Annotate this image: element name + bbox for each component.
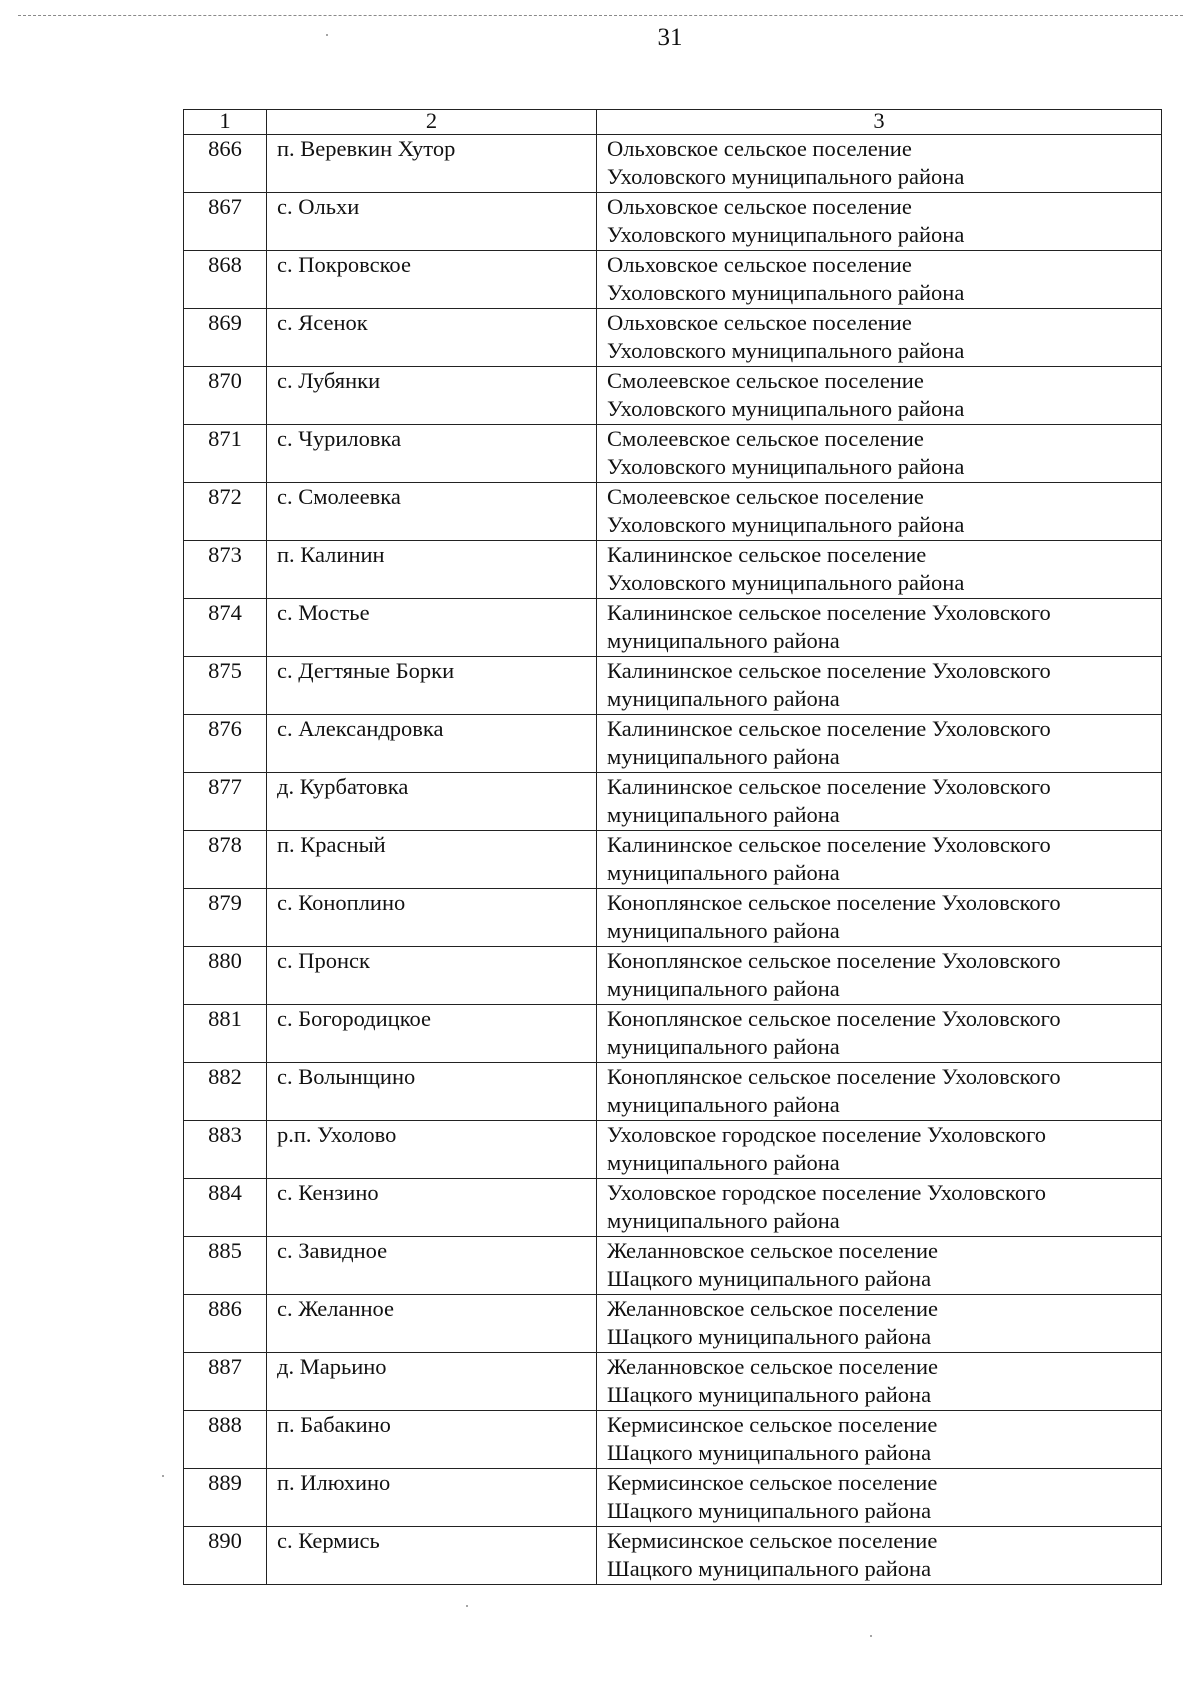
table-row — [184, 425, 1162, 483]
municipality-cell: Калининское сельское поселение Ухоловского муниципального района — [597, 657, 1162, 715]
page-number: 31 — [657, 24, 683, 51]
settlements-table — [183, 109, 1162, 1585]
scan-speck — [466, 1605, 468, 1607]
table-row — [184, 1121, 1162, 1179]
municipality-cell: Коноплянское сельское поселение Ухоловского муниципального района — [597, 1005, 1162, 1063]
table-row — [184, 1527, 1162, 1585]
table-row — [184, 599, 1162, 657]
row-number-cell: 886 — [184, 1295, 267, 1353]
table-row — [184, 1295, 1162, 1353]
row-number-cell: 871 — [184, 425, 267, 483]
scan-edge-line — [18, 15, 1183, 16]
row-number-cell: 885 — [184, 1237, 267, 1295]
settlement-name-cell: с. Желанное — [267, 1295, 597, 1353]
municipality-cell: Калининское сельское поселение Ухоловского муниципального района — [597, 831, 1162, 889]
settlement-name-cell: п. Красный — [267, 831, 597, 889]
municipality-cell: Кермисинское сельское поселение Шацкого муниципального района — [597, 1527, 1162, 1585]
row-number-cell: 876 — [184, 715, 267, 773]
municipality-cell: Ольховское сельское поселение Ухоловского муниципального района — [597, 135, 1162, 193]
municipality-cell: Коноплянское сельское поселение Ухоловского муниципального района — [597, 889, 1162, 947]
table-row — [184, 947, 1162, 1005]
table-row — [184, 541, 1162, 599]
settlement-name-cell: д. Марьино — [267, 1353, 597, 1411]
settlement-name-cell: п. Веревкин Хутор — [267, 135, 597, 193]
settlement-name-cell: с. Смолеевка — [267, 483, 597, 541]
table-row — [184, 1411, 1162, 1469]
scan-speck — [870, 1635, 872, 1637]
municipality-cell: Кермисинское сельское поселение Шацкого муниципального района — [597, 1469, 1162, 1527]
table-row — [184, 193, 1162, 251]
settlement-name-cell: с. Лубянки — [267, 367, 597, 425]
row-number-cell: 879 — [184, 889, 267, 947]
settlement-name-cell: с. Кермись — [267, 1527, 597, 1585]
municipality-cell: Смолеевское сельское поселение Ухоловского муниципального района — [597, 483, 1162, 541]
municipality-cell: Коноплянское сельское поселение Ухоловского муниципального района — [597, 1063, 1162, 1121]
row-number-cell: 869 — [184, 309, 267, 367]
settlement-name-cell: п. Калинин — [267, 541, 597, 599]
table-row — [184, 1005, 1162, 1063]
settlement-name-cell: с. Ясенок — [267, 309, 597, 367]
table-header-row — [184, 110, 1162, 135]
settlement-name-cell: п. Илюхино — [267, 1469, 597, 1527]
settlement-name-cell: с. Дегтяные Борки — [267, 657, 597, 715]
row-number-cell: 889 — [184, 1469, 267, 1527]
municipality-cell: Смолеевское сельское поселение Ухоловского муниципального района — [597, 425, 1162, 483]
settlement-name-cell: с. Пронск — [267, 947, 597, 1005]
settlement-name-cell: с. Мостье — [267, 599, 597, 657]
settlement-name-cell: с. Волынщино — [267, 1063, 597, 1121]
settlement-name-cell: с. Александровка — [267, 715, 597, 773]
table-row — [184, 831, 1162, 889]
municipality-cell: Желанновское сельское поселение Шацкого муниципального района — [597, 1353, 1162, 1411]
row-number-cell: 882 — [184, 1063, 267, 1121]
table-row — [184, 1179, 1162, 1237]
row-number-cell: 866 — [184, 135, 267, 193]
settlement-name-cell: с. Коноплино — [267, 889, 597, 947]
row-number-cell: 877 — [184, 773, 267, 831]
settlement-name-cell: с. Чуриловка — [267, 425, 597, 483]
municipality-cell: Калининское сельское поселение Ухоловского муниципального района — [597, 541, 1162, 599]
settlement-name-cell: с. Богородицкое — [267, 1005, 597, 1063]
municipality-cell: Желанновское сельское поселение Шацкого муниципального района — [597, 1237, 1162, 1295]
column-header-municipality: 3 — [597, 110, 1162, 135]
table-row — [184, 251, 1162, 309]
table-row — [184, 135, 1162, 193]
row-number-cell: 884 — [184, 1179, 267, 1237]
table-row — [184, 367, 1162, 425]
settlement-name-cell: с. Кензино — [267, 1179, 597, 1237]
table-row — [184, 1353, 1162, 1411]
municipality-cell: Коноплянское сельское поселение Ухоловского муниципального района — [597, 947, 1162, 1005]
table-row — [184, 715, 1162, 773]
settlement-name-cell: с. Ольхи — [267, 193, 597, 251]
row-number-cell: 874 — [184, 599, 267, 657]
row-number-cell: 872 — [184, 483, 267, 541]
row-number-cell: 875 — [184, 657, 267, 715]
column-header-number: 1 — [184, 110, 267, 135]
row-number-cell: 870 — [184, 367, 267, 425]
row-number-cell: 883 — [184, 1121, 267, 1179]
municipality-cell: Смолеевское сельское поселение Ухоловского муниципального района — [597, 367, 1162, 425]
municipality-cell: Ольховское сельское поселение Ухоловского муниципального района — [597, 309, 1162, 367]
settlement-name-cell: с. Покровское — [267, 251, 597, 309]
table-row — [184, 1237, 1162, 1295]
settlement-name-cell: с. Завидное — [267, 1237, 597, 1295]
municipality-cell: Желанновское сельское поселение Шацкого муниципального района — [597, 1295, 1162, 1353]
row-number-cell: 867 — [184, 193, 267, 251]
settlement-name-cell: р.п. Ухолово — [267, 1121, 597, 1179]
row-number-cell: 890 — [184, 1527, 267, 1585]
municipality-cell: Калининское сельское поселение Ухоловского муниципального района — [597, 715, 1162, 773]
table-row — [184, 1469, 1162, 1527]
municipality-cell: Ухоловское городское поселение Ухоловского муниципального района — [597, 1121, 1162, 1179]
table-row — [184, 309, 1162, 367]
table-row — [184, 1063, 1162, 1121]
municipality-cell: Калининское сельское поселение Ухоловского муниципального района — [597, 599, 1162, 657]
table-row — [184, 657, 1162, 715]
municipality-cell: Ольховское сельское поселение Ухоловского муниципального района — [597, 193, 1162, 251]
row-number-cell: 880 — [184, 947, 267, 1005]
row-number-cell: 888 — [184, 1411, 267, 1469]
row-number-cell: 873 — [184, 541, 267, 599]
settlement-name-cell: п. Бабакино — [267, 1411, 597, 1469]
settlement-name-cell: д. Курбатовка — [267, 773, 597, 831]
row-number-cell: 887 — [184, 1353, 267, 1411]
row-number-cell: 868 — [184, 251, 267, 309]
row-number-cell: 881 — [184, 1005, 267, 1063]
municipality-cell: Кермисинское сельское поселение Шацкого муниципального района — [597, 1411, 1162, 1469]
table-row — [184, 773, 1162, 831]
column-header-settlement: 2 — [267, 110, 597, 135]
table-row — [184, 889, 1162, 947]
municipality-cell: Ольховское сельское поселение Ухоловского муниципального района — [597, 251, 1162, 309]
municipality-cell: Ухоловское городское поселение Ухоловского муниципального района — [597, 1179, 1162, 1237]
row-number-cell: 878 — [184, 831, 267, 889]
scan-speck — [162, 1475, 164, 1477]
municipality-cell: Калининское сельское поселение Ухоловского муниципального района — [597, 773, 1162, 831]
table-row — [184, 483, 1162, 541]
